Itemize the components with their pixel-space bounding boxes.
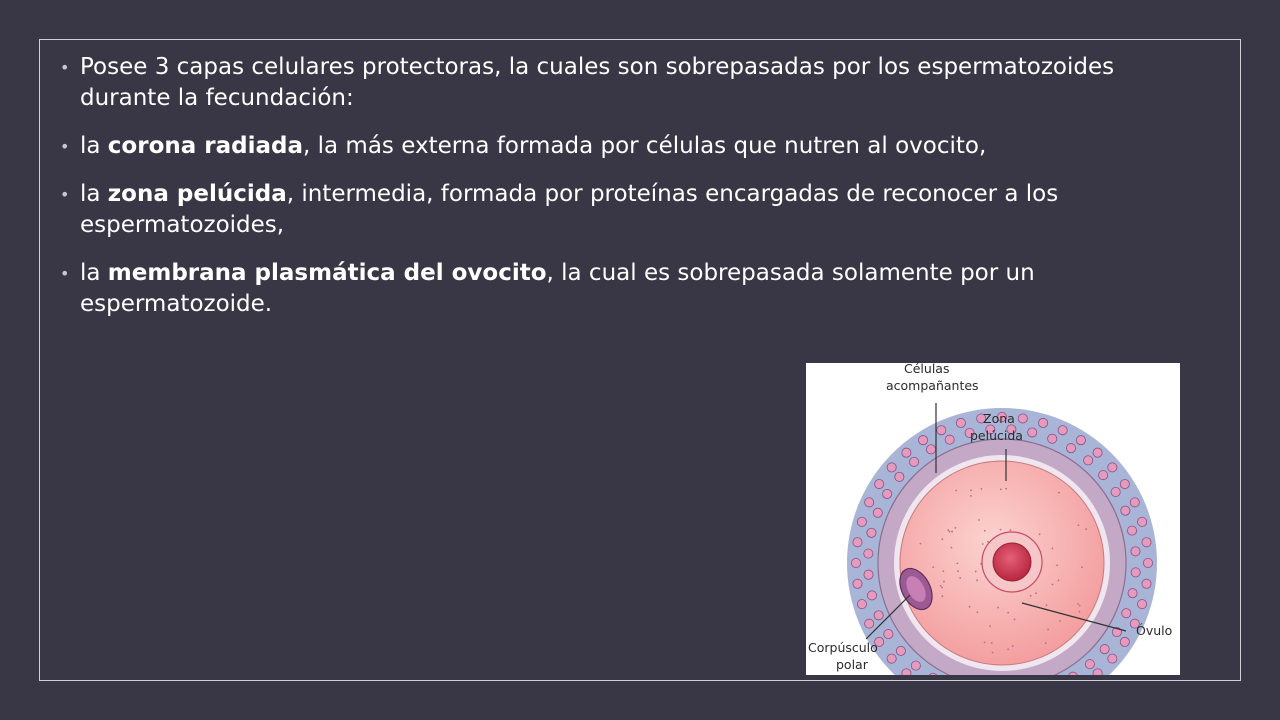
cytoplasm-granule	[1014, 618, 1016, 620]
corona-cell	[956, 418, 965, 427]
cytoplasm-granule	[976, 579, 978, 581]
corona-cell	[902, 448, 911, 457]
bullet-text-pre: la	[80, 181, 108, 207]
corona-cell	[1108, 654, 1117, 663]
cytoplasm-granule	[992, 652, 994, 654]
cytoplasm-granule	[1010, 529, 1012, 531]
corona-cell	[911, 661, 920, 670]
corona-cell	[857, 600, 866, 609]
corona-cell	[883, 489, 892, 498]
corona-cell	[1143, 558, 1152, 567]
corona-cell	[853, 579, 862, 588]
corona-cell	[1058, 426, 1067, 435]
cytoplasm-granule	[955, 527, 957, 529]
bullet-dot: •	[60, 264, 70, 283]
bullet-term-corona: corona radiada	[107, 133, 303, 159]
label-celulas-1: Células	[904, 363, 950, 376]
cytoplasm-granule	[1085, 528, 1087, 530]
corona-cell	[851, 558, 860, 567]
corona-cell	[1048, 434, 1057, 443]
cytoplasm-granule	[991, 642, 993, 644]
cytoplasm-granule	[949, 531, 951, 533]
bullet-item-3	[58, 179, 1178, 241]
corona-cell	[873, 508, 882, 517]
cytoplasm-granule	[932, 566, 934, 568]
cytoplasm-granule	[941, 538, 943, 540]
corona-cell	[1039, 418, 1048, 427]
corona-cell	[1137, 517, 1146, 526]
corona-cell	[902, 669, 911, 675]
cytoplasm-granule	[1039, 533, 1041, 535]
corona-cell	[1120, 637, 1129, 646]
corona-cell	[926, 445, 935, 454]
cytoplasm-granule	[1007, 612, 1009, 614]
cytoplasm-granule	[1000, 529, 1002, 531]
corona-cell	[1018, 414, 1027, 423]
cytoplasm-granule	[975, 571, 977, 573]
cytoplasm-granule	[1005, 488, 1007, 490]
corona-cell	[1111, 487, 1120, 496]
bullet-dot: •	[60, 137, 70, 156]
bullet-item-1	[58, 52, 1178, 114]
label-zona-1: Zona	[983, 411, 1015, 426]
corona-cell	[937, 426, 946, 435]
corona-cell	[874, 611, 883, 620]
cytoplasm-granule	[1046, 604, 1048, 606]
corona-cell	[875, 479, 884, 488]
corona-cell	[864, 570, 873, 579]
corona-cell	[1093, 669, 1102, 675]
cytoplasm-granule	[941, 595, 943, 597]
bullet-list	[58, 52, 1178, 337]
label-corpusculo-1: Corpúsculo	[808, 640, 878, 655]
corona-cell	[865, 619, 874, 628]
corona-cell	[1130, 498, 1139, 507]
cytoplasm-granule	[984, 642, 986, 644]
cytoplasm-granule	[1081, 566, 1083, 568]
corona-cell	[1121, 506, 1130, 515]
ovule-diagram-svg	[806, 363, 1180, 675]
cytoplasm-granule	[981, 488, 983, 490]
cytoplasm-granule	[942, 570, 944, 572]
ovule-diagram	[806, 363, 1180, 675]
bullet-term-membrana: membrana plasmática del ovocito	[107, 260, 547, 286]
corona-cell	[887, 654, 896, 663]
corona-cell	[1142, 538, 1151, 547]
cytoplasm-granule	[1079, 605, 1081, 607]
cytoplasm-granule	[978, 519, 980, 521]
cytoplasm-granule	[1056, 565, 1058, 567]
cytoplasm-granule	[1007, 648, 1009, 650]
cytoplasm-granule	[982, 543, 984, 545]
bullet-dot: •	[60, 58, 70, 77]
cytoplasm-granule	[943, 581, 945, 583]
cytoplasm-granule	[1077, 603, 1079, 605]
cytoplasm-granule	[1079, 611, 1081, 613]
cytoplasm-granule	[940, 585, 942, 587]
corona-cell	[1066, 444, 1075, 453]
cytoplasm-granule	[1078, 524, 1080, 526]
corona-cell	[1120, 479, 1129, 488]
cytoplasm-granule	[1052, 584, 1054, 586]
label-corpusculo-2: polar	[836, 657, 868, 672]
cytoplasm-granule	[1045, 642, 1047, 644]
bullet-text-pre: la	[80, 260, 108, 286]
corona-cell	[1108, 463, 1117, 472]
corona-cell	[853, 538, 862, 547]
bullet-dot: •	[60, 185, 70, 204]
cytoplasm-granule	[984, 530, 986, 532]
corona-cell	[945, 435, 954, 444]
cytoplasm-granule	[1047, 629, 1049, 631]
bullet-text-post: , la cual es sobrepasada solamente por un espermatozoide.	[80, 260, 1035, 317]
corona-cell	[865, 498, 874, 507]
corona-cell	[895, 472, 904, 481]
corona-cell	[1142, 579, 1151, 588]
corona-cell	[1100, 645, 1109, 654]
corona-cell	[884, 629, 893, 638]
cytoplasm-granule	[957, 570, 959, 572]
cytoplasm-granule	[959, 577, 961, 579]
label-celulas-2: acompañantes	[886, 378, 979, 393]
corona-cell	[1131, 568, 1140, 577]
corona-cell	[1099, 471, 1108, 480]
nucleus	[993, 543, 1031, 581]
cytoplasm-granule	[951, 531, 953, 533]
cytoplasm-granule	[970, 489, 972, 491]
cytoplasm-granule	[947, 529, 949, 531]
corona-cell	[867, 528, 876, 537]
corona-cell	[1076, 436, 1085, 445]
corona-cell	[1131, 547, 1140, 556]
corona-cell	[1122, 609, 1131, 618]
bullet-item-2	[58, 131, 1178, 162]
bullet-text: Posee 3 capas celulares protectoras, la cuales son sobrepasadas por los espermatozoides durante la fecundación:	[80, 54, 1115, 111]
corona-cell	[1028, 428, 1037, 437]
corona-cell	[896, 646, 905, 655]
cytoplasm-granule	[1030, 595, 1032, 597]
cytoplasm-granule	[1012, 645, 1014, 647]
cytoplasm-granule	[956, 563, 958, 565]
bullet-text-pre: la	[80, 133, 108, 159]
corona-cell	[887, 463, 896, 472]
corona-cell	[864, 549, 873, 558]
bullet-item-4	[58, 258, 1178, 320]
label-ovulo: Óvulo	[1136, 623, 1173, 638]
corona-cell	[1128, 589, 1137, 598]
bullet-text-post: , intermedia, formada por proteínas encargadas de reconocer a los espermatozoides,	[80, 181, 1059, 238]
corona-cell	[1137, 600, 1146, 609]
corona-cell	[1127, 526, 1136, 535]
corona-cell	[1085, 660, 1094, 669]
corona-cell	[857, 517, 866, 526]
cytoplasm-granule	[1000, 488, 1002, 490]
cytoplasm-granule	[1059, 620, 1061, 622]
cytoplasm-granule	[1058, 580, 1060, 582]
cytoplasm-granule	[1035, 592, 1037, 594]
cytoplasm-granule	[997, 607, 999, 609]
bullet-term-zona: zona pelúcida	[107, 181, 287, 207]
corona-cell	[1084, 456, 1093, 465]
cytoplasm-granule	[970, 495, 972, 497]
cytoplasm-granule	[969, 606, 971, 608]
bullet-text-post: , la más externa formada por células que nutren al ovocito,	[303, 133, 987, 159]
cytoplasm-granule	[989, 625, 991, 627]
cytoplasm-granule	[951, 547, 953, 549]
cytoplasm-granule	[920, 543, 922, 545]
cytoplasm-granule	[941, 587, 943, 589]
corona-cell	[867, 591, 876, 600]
cytoplasm-granule	[955, 490, 957, 492]
corona-cell	[910, 457, 919, 466]
cytoplasm-granule	[977, 611, 979, 613]
label-zona-2: pelúcida	[970, 428, 1023, 443]
corona-cell	[918, 436, 927, 445]
cytoplasm-granule	[1058, 492, 1060, 494]
cytoplasm-granule	[1051, 548, 1053, 550]
corona-cell	[1093, 448, 1102, 457]
